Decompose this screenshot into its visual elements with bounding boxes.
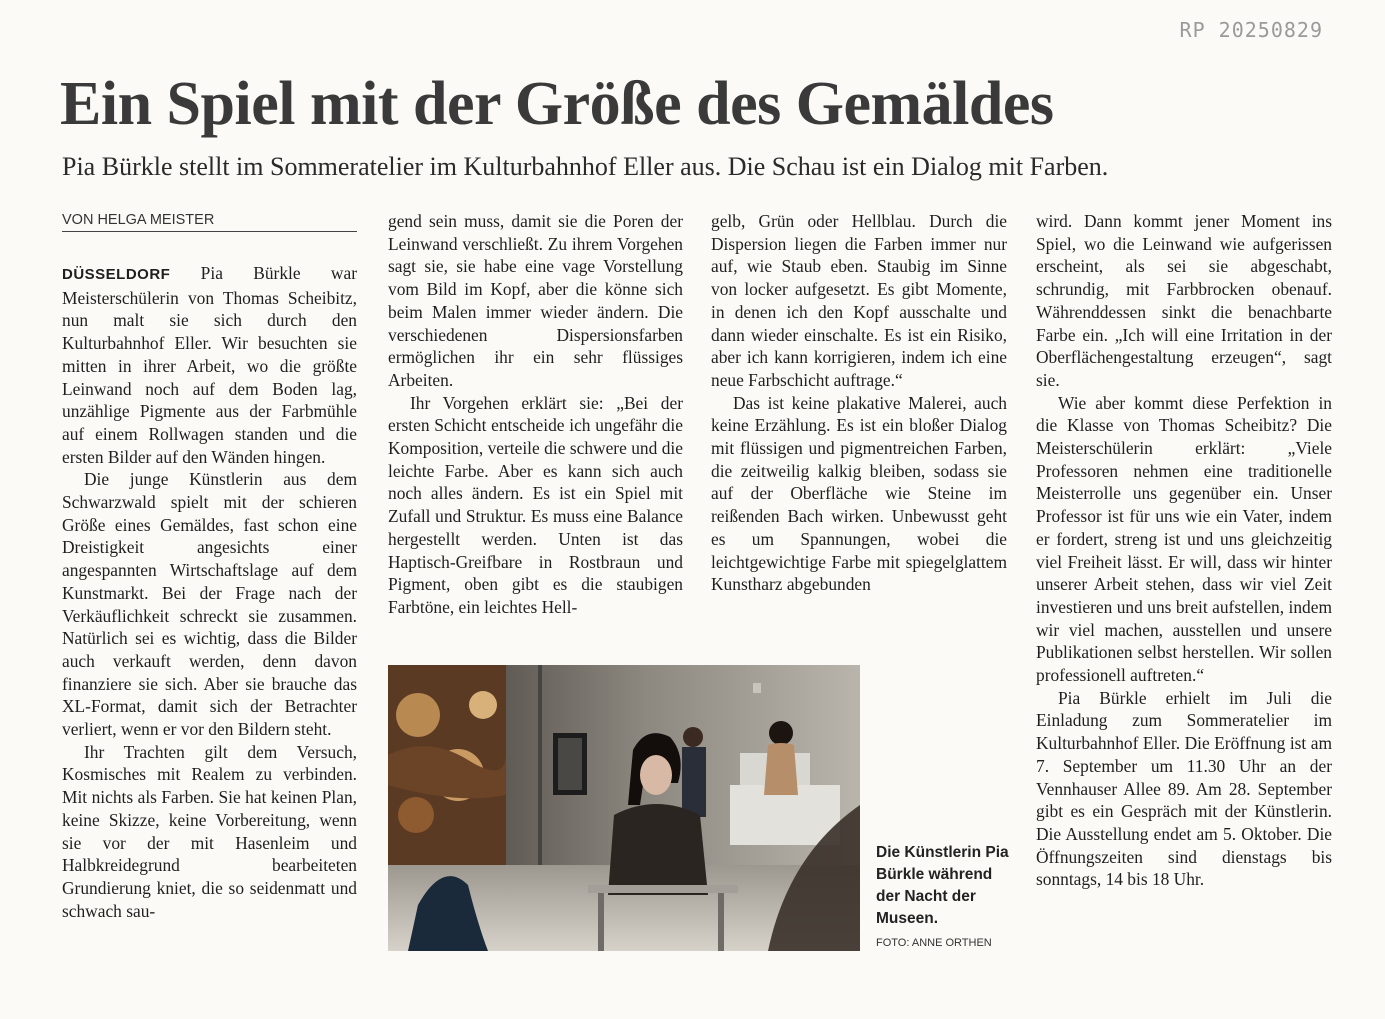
paragraph: Ihr Vorgehen erklärt sie: „Bei der ersten Schicht entscheide ich ungefähr die Komposition, verteile die schwere und die leichte Farbe. Aber es kann sich auch noch alles ändern. Es ist ein Spiel mit Zufall und Struktur. Es muss eine Balance hergestellt werden. Unten ist das Haptisch-Greifbare in Rostbraun und Pigment, oben gibt es die staubigen Farbtöne, ein leichtes Hell-	[388, 392, 683, 617]
article-photo	[388, 665, 860, 951]
paragraph: Pia Bürkle erhielt im Juli die Einladung zum Sommeratelier im Kulturbahnhof Eller. Die Eröffnung ist am 7. September um 11.30 Uhr an der Vennhauser Allee 89. Am 28. September gibt es ein Gespräch mit der Künstlerin. Die Ausstellung endet am 5. Oktober. Die Öffnungszeiten sind dienstags bis sonntags, 14 bis 18 Uhr.	[1036, 687, 1332, 890]
paragraph: Das ist keine plakative Malerei, auch keine Erzählung. Es ist ein bloßer Dialog mit flüssigen und pigmentreichen Farben, die zeitweilig kalkig bleiben, sodass sie auf der Oberfläche wie Steine im reißenden Bach wirken. Unbewusst geht es um Spannungen, wobei die leichtgewichtige Farbe mit spiegelglattem Kunstharz abgebunden	[711, 392, 1007, 595]
paragraph: Wie aber kommt diese Perfektion in die Klasse von Thomas Scheibitz? Die Meisterschülerin erklärt: „Viele Professoren nehmen eine traditionelle Meisterrolle uns gegenüber ein. Unser Professor ist für uns wie ein Vater, indem er fordert, streng ist und uns gleichzeitig viel Freiheit lässt. Er will, dass wir hinter unserer Arbeit stehen, dass wir viel Zeit investieren und uns breit aufstellen, indem wir viel machen, ausstellen und unsere Publikationen selbst herstellen. Wir sollen professionell auftreten.“	[1036, 392, 1332, 686]
paragraph: wird. Dann kommt jener Moment ins Spiel, wo die Leinwand wie aufgerissen erscheint, als sei sie abgeschabt, schrundig, mit Farbbrocken obenauf. Währenddessen sinkt die benachbarte Farbe ein. „Ich will eine Irritation in der Oberflächengestaltung erzeugen“, sagt sie.	[1036, 211, 1332, 390]
paragraph: Die junge Künstlerin aus dem Schwarzwald spielt mit der schieren Größe eines Gemäldes, fast schon eine Dreistigkeit angesichts einer angespannten Wirtschaftslage auf dem Kunstmarkt. Bei der Frage nach der Verkäuflichkeit schreckt sie zusammen. Natürlich sei es wichtig, dass die Bilder auch verkauft werden, denn davon finanziere sie sich. Aber sie brauche das XL-Format, damit sich der Betrachter verliert, wenn er vor den Bildern steht.	[62, 469, 357, 740]
paragraph: Pia Bürkle war Meisterschülerin von Thomas Scheibitz, nun malt sie sich durch den Kulturbahnhof Eller. Wir besuchten sie mitten in ihrer Arbeit, wo die größte Leinwand noch auf dem Boden lag, unzählige Pigmente aus der Farbmühle auf einem Rollwagen standen und die ersten Bilder auf den Wänden hingen.	[62, 263, 357, 467]
article-column-2	[388, 210, 683, 619]
article-column-1	[62, 262, 357, 922]
dateline: DÜSSELDORF	[62, 266, 171, 283]
byline: VON HELGA MEISTER	[62, 212, 357, 232]
paragraph: gelb, Grün oder Hellblau. Durch die Dispersion liegen die Farben immer nur auf, wie Staub eben. Staubig im Sinne von locker aufgesetzt. Es gibt Momente, in denen ich den Kopf ausschalte und dann wieder einschalte. Es ist ein Risiko, aber ich kann korrigieren, indem ich eine neue Farbschicht auftrage.“	[711, 211, 1007, 390]
paragraph: gend sein muss, damit sie die Poren der Leinwand verschließt. Zu ihrem Vorgehen sagt sie, sie habe eine vage Vorstellung vom Bild im Kopf, aber die könne sich beim Malen immer wieder ändern. Die verschiedenen Dispersionsfarben ermöglichen ihr ein sehr flüssiges Arbeiten.	[388, 211, 683, 390]
subheadline: Pia Bürkle stellt im Sommeratelier im Kulturbahnhof Eller aus. Die Schau ist ein Dialog mit Farben.	[62, 152, 1109, 181]
article-column-3	[711, 210, 1007, 596]
photo-caption: Die Künstlerin Pia Bürkle während der Nacht der Museen.	[876, 844, 1009, 927]
archive-stamp: RP 20250829	[1179, 18, 1323, 42]
paragraph: Ihr Trachten gilt dem Versuch, Kosmisches mit Realem zu verbinden. Mit nichts als Farben. Sie hat keinen Plan, keine Skizze, keine Vorbereitung, wenn sie vor der mit Hasenleim und Halbkreidegrund bearbeiteten Grundierung kniet, die so seidenmatt und schwach sau-	[62, 741, 357, 921]
headline: Ein Spiel mit der Größe des Gemäldes	[60, 70, 1054, 138]
article-column-4	[1036, 210, 1332, 891]
gallery-scene-illustration	[388, 665, 860, 951]
photo-credit: FOTO: ANNE ORTHEN	[876, 937, 992, 949]
